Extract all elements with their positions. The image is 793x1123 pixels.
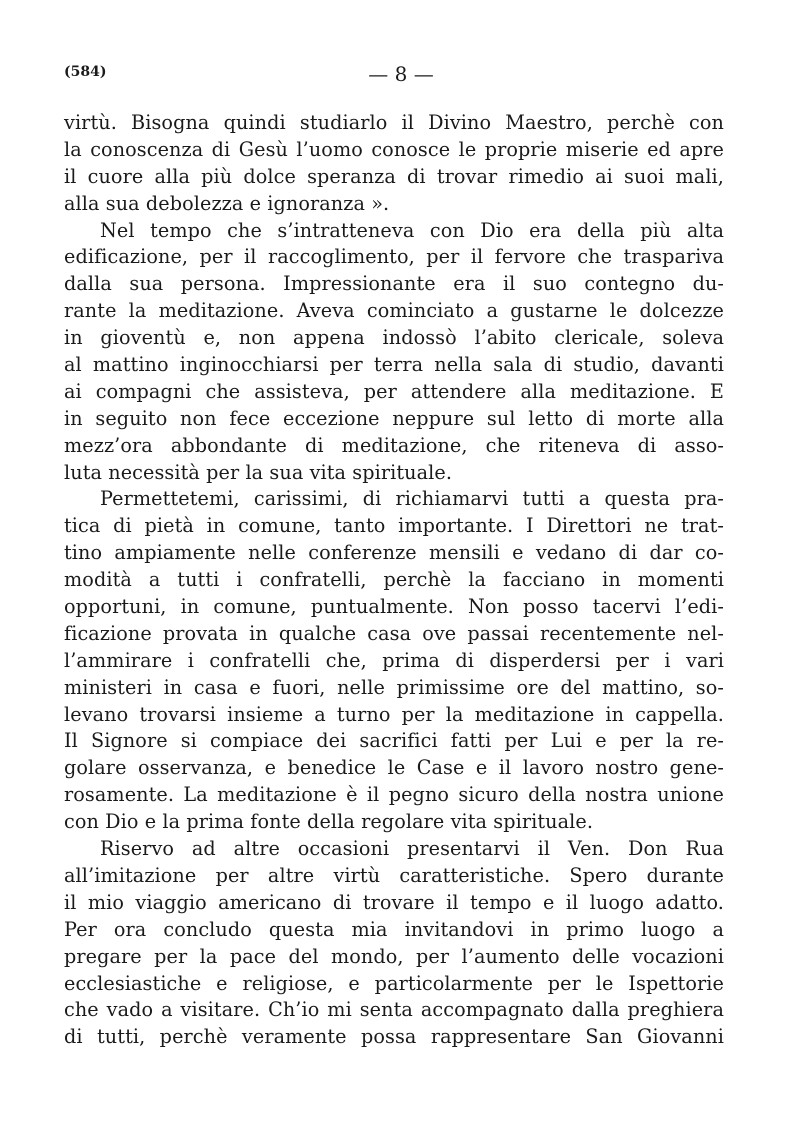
- text-line: con Dio e la prima fonte della regolare vita spirituale.: [64, 810, 594, 834]
- text-line: Nel tempo che s’intratteneva con Dio era della più alta: [100, 218, 724, 242]
- text-line: opportuni, in comune, puntualmente. Non posso tacervi l’edi-: [64, 595, 724, 619]
- text-line: dalla sua persona. Impressionante era il suo contegno du-: [64, 272, 724, 296]
- text-line: alla sua debolezza e ignoranza ».: [64, 191, 390, 215]
- text-line: modità a tutti i confratelli, perchè la facciano in momenti: [64, 568, 724, 592]
- text-line: l’ammirare i confratelli che, prima di disperdersi per i vari: [64, 648, 724, 672]
- text-line: tica di pietà in comune, tanto importante. I Direttori ne trat-: [64, 514, 724, 538]
- text-line: la conoscenza di Gesù l’uomo conosce le proprie miserie ed apre: [64, 137, 724, 161]
- text-line: in gioventù e, non appena indossò l’abito clericale, soleva: [64, 326, 724, 350]
- text-line: mezz’ora abbondante di meditazione, che riteneva di asso-: [64, 433, 724, 457]
- text-line: Riservo ad altre occasioni presentarvi il Ven. Don Rua: [100, 837, 724, 861]
- text-line: levano trovarsi insieme a turno per la meditazione in cappella.: [64, 702, 724, 726]
- text-line: all’imitazione per altre virtù caratteristiche. Spero durante: [64, 863, 724, 887]
- text-line: di tutti, perchè veramente possa rappresentare San Giovanni: [64, 1025, 724, 1049]
- text-line: ai compagni che assisteva, per attendere alla meditazione. E: [64, 379, 724, 403]
- text-line: Permettetemi, carissimi, di richiamarvi tutti a questa pra-: [100, 487, 724, 511]
- text-line: ficazione provata in qualche casa ove passai recentemente nel-: [64, 621, 724, 645]
- page-reference-number: (584): [64, 64, 107, 80]
- text-line: che vado a visitare. Ch’io mi senta accompagnato dalla preghiera: [64, 998, 724, 1022]
- text-line: golare osservanza, e benedice le Case e il lavoro nostro gene-: [64, 756, 724, 780]
- text-line: al mattino inginocchiarsi per terra nella sala di studio, davanti: [64, 353, 724, 377]
- text-line: rante la meditazione. Aveva cominciato a gustarne le dolcezze: [64, 299, 724, 323]
- body-text: [64, 110, 724, 1051]
- text-line: pregare per la pace del mondo, per l’aumento delle vocazioni: [64, 944, 724, 968]
- text-line: tino ampiamente nelle conferenze mensili e vedano di dar co-: [64, 541, 724, 565]
- page-number: — 8 —: [368, 62, 434, 86]
- text-line: ministeri in casa e fuori, nelle primissime ore del mattino, so-: [64, 675, 724, 699]
- text-line: edificazione, per il raccoglimento, per il fervore che traspariva: [64, 245, 724, 269]
- text-line: virtù. Bisogna quindi studiarlo il Divino Maestro, perchè con: [64, 111, 724, 134]
- text-line: Per ora concludo questa mia invitandovi in primo luogo a: [64, 917, 724, 941]
- text-line: in seguito non fece eccezione neppure sul letto di morte alla: [64, 406, 724, 430]
- text-line: ecclesiastiche e religiose, e particolarmente per le Ispettorie: [64, 971, 724, 995]
- text-line: rosamente. La meditazione è il pegno sicuro della nostra unione: [64, 783, 724, 807]
- text-line: luta necessità per la sua vita spirituale.: [64, 460, 453, 484]
- page-header: [64, 62, 724, 88]
- text-line: il cuore alla più dolce speranza di trovar rimedio ai suoi mali,: [64, 164, 724, 188]
- text-line: Il Signore si compiace dei sacrifici fatti per Lui e per la re-: [64, 729, 724, 753]
- text-line: il mio viaggio americano di trovare il tempo e il luogo adatto.: [64, 890, 724, 914]
